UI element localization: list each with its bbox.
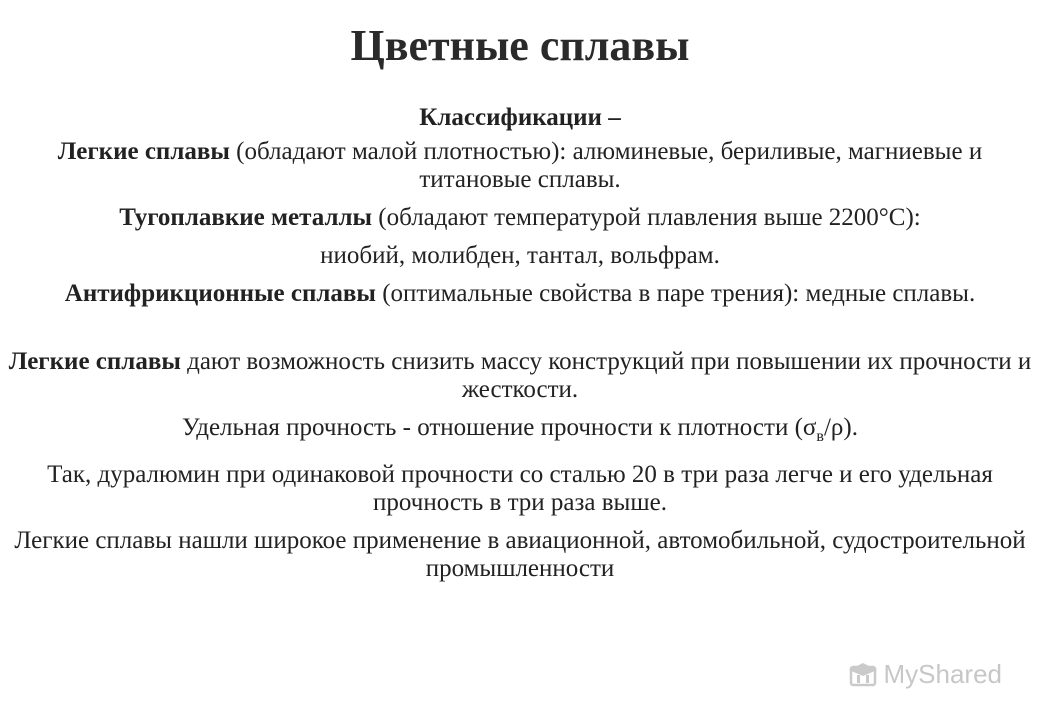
- watermark: [848, 659, 1003, 690]
- refractory-term: Тугоплавкие металлы: [119, 204, 373, 231]
- refractory-text: (обладают температурой плавления выше 2200°С):: [372, 204, 921, 231]
- refractory-list: ниобий, молибден, тантал, вольфрам.: [320, 242, 720, 269]
- sigma-subscript: в: [816, 428, 824, 445]
- light-benefit-text: дают возможность снизить массу конструкций при повышении их прочности и жесткости.: [180, 348, 1032, 403]
- refractory-paragraph: [0, 204, 1040, 232]
- antifriction-term: Антифрикционные сплавы: [64, 280, 376, 307]
- classification-heading: Классификации –: [419, 104, 621, 131]
- light-benefit-term: Легкие сплавы: [8, 348, 181, 375]
- rho-symbol: /ρ: [823, 414, 844, 441]
- mortarboard-icon: [848, 661, 878, 689]
- sigma-symbol: σ: [802, 414, 817, 441]
- antifriction-text: (оптимальные свойства в паре трения): медные сплавы.: [375, 280, 976, 307]
- duralumin-paragraph: Так, дуралюмин при одинаковой прочности со сталью 20 в три раза легче и его удельная прочность в три раза выше.: [47, 461, 993, 516]
- application-paragraph: Легкие сплавы нашли широкое применение в авиационной, автомобильной, судостроительной промышленности: [14, 527, 1026, 582]
- slide-content: [0, 104, 1040, 593]
- specific-strength-paragraph: [0, 414, 1040, 451]
- light-alloys-term: Легкие сплавы: [57, 138, 230, 165]
- light-alloys-text: (обладают малой плотностью): алюминевые, бериливые, магниевые и титановые сплавы.: [229, 138, 983, 193]
- antifriction-paragraph: [0, 280, 1040, 308]
- light-alloys-paragraph: [0, 138, 1040, 194]
- watermark-text: MyShared: [883, 659, 1002, 689]
- specific-strength-end: ).: [843, 414, 858, 441]
- specific-strength-text: Удельная прочность - отношение прочности к плотности (: [182, 414, 803, 441]
- slide-title: Цветные сплавы: [350, 21, 690, 70]
- light-benefit-paragraph: [0, 348, 1040, 404]
